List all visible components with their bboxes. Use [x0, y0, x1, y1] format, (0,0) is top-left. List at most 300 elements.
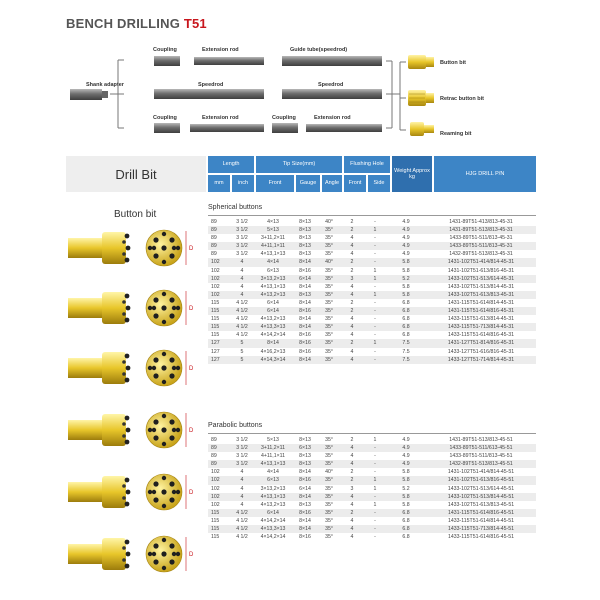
table-cell: 8×16 — [292, 509, 318, 517]
table-cell: 4 — [230, 267, 254, 275]
table-cell: 5 — [230, 339, 254, 347]
table-cell: 4 — [340, 525, 364, 533]
table-cell: 5.8 — [386, 283, 426, 291]
table-cell: 3 1/2 — [230, 436, 254, 444]
drill-bit-heading: Drill Bit — [66, 156, 206, 192]
button-bit-image — [66, 348, 206, 388]
label-extension-rod-3: Extension rod — [314, 115, 351, 121]
table-cell: - — [364, 468, 386, 476]
table-cell: 8×14 — [292, 299, 318, 307]
table-cell: 1433-89T51-511/613-45-51 — [426, 444, 536, 452]
table-cell: 1431-89T51-513/813-45-31 — [426, 226, 536, 234]
table-cell: 8×14 — [292, 315, 318, 323]
header-angle: Angle — [322, 175, 342, 192]
table-cell: 1433-89T51-511/813-45-31 — [426, 234, 536, 242]
table-cell: 102 — [208, 501, 230, 509]
table-row — [208, 275, 536, 283]
table-cell: 1433-102T51-513/814-45-51 — [426, 493, 536, 501]
table-cell: 8×14 — [292, 493, 318, 501]
table-cell: 8×14 — [292, 258, 318, 266]
label-button-bit: Button bit — [440, 60, 466, 66]
table-cell: 4 — [340, 315, 364, 323]
table-cell: 1 — [364, 485, 386, 493]
speedrod-shape-1 — [154, 89, 264, 99]
label-speedrod-2: Speedrod — [318, 82, 344, 88]
table-cell: 4×16,2×13 — [254, 348, 292, 356]
table-cell: 8×16 — [292, 339, 318, 347]
title-prefix: BENCH DRILLING — [66, 16, 184, 31]
table-cell: 3 — [340, 485, 364, 493]
table-cell: - — [364, 493, 386, 501]
table-cell: 89 — [208, 436, 230, 444]
table-cell: 8×14 — [292, 356, 318, 364]
table-cell: 4×13,3×13 — [254, 525, 292, 533]
table-cell: 4×13,1×13 — [254, 283, 292, 291]
table-cell: 6.8 — [386, 331, 426, 339]
table-cell: 35° — [318, 226, 340, 234]
table-cell: 5.2 — [386, 275, 426, 283]
table-cell: 35° — [318, 444, 340, 452]
table-cell: 4 — [340, 501, 364, 509]
table-cell: 1 — [364, 476, 386, 484]
table-row — [208, 517, 536, 525]
table-cell: 127 — [208, 339, 230, 347]
label-coupling-2: Coupling — [153, 115, 177, 121]
table-cell: 6.8 — [386, 533, 426, 541]
table-cell: 3 — [340, 275, 364, 283]
table-cell: 89 — [208, 444, 230, 452]
label-speedrod-1: Speedrod — [198, 82, 224, 88]
table-cell: 8×13 — [292, 436, 318, 444]
header-front: Front — [256, 175, 294, 192]
table-cell: 1433-115T51-713/814-45-51 — [426, 525, 536, 533]
table-cell: 4 1/2 — [230, 331, 254, 339]
table-cell: 115 — [208, 299, 230, 307]
table-cell: 4 — [340, 460, 364, 468]
table-row — [208, 234, 536, 242]
table-cell: - — [364, 258, 386, 266]
table-cell: 8×13 — [292, 234, 318, 242]
table-cell: 6.8 — [386, 315, 426, 323]
table-cell: 3 1/2 — [230, 218, 254, 226]
table-cell: 102 — [208, 267, 230, 275]
table-cell: 4 — [230, 275, 254, 283]
table-cell: 5 — [230, 348, 254, 356]
table-cell: 2 — [340, 299, 364, 307]
table-cell: 35° — [318, 275, 340, 283]
table-row — [208, 218, 536, 226]
table-cell: 35° — [318, 348, 340, 356]
table-cell: 35° — [318, 533, 340, 541]
table-cell: 102 — [208, 468, 230, 476]
table-cell: 4 — [340, 242, 364, 250]
table-cell: 4.9 — [386, 452, 426, 460]
table-cell: 102 — [208, 476, 230, 484]
label-coupling-3: Coupling — [272, 115, 296, 121]
button-bit-images — [60, 200, 210, 600]
button-bit-image — [66, 472, 206, 512]
table-cell: 1433-102T51-513/814-45-31 — [426, 283, 536, 291]
table-cell: 2 — [340, 476, 364, 484]
table-cell: 4 — [230, 476, 254, 484]
table-cell: 5.8 — [386, 493, 426, 501]
table-cell: 4 — [340, 444, 364, 452]
table-cell: - — [364, 218, 386, 226]
table-cell: 115 — [208, 533, 230, 541]
table-cell: 4.9 — [386, 460, 426, 468]
table-cell: 4.9 — [386, 242, 426, 250]
table-cell: 6×14 — [292, 275, 318, 283]
table-cell: 2 — [340, 307, 364, 315]
table-cell: - — [364, 323, 386, 331]
table-cell: 4×14,3×14 — [254, 356, 292, 364]
table-cell: 35° — [318, 307, 340, 315]
table-cell: 40° — [318, 468, 340, 476]
table-cell: 1433-89T51-511/813-45-31 — [426, 242, 536, 250]
table-cell: 1431-102T51-414/814-45-31 — [426, 258, 536, 266]
table-cell: 35° — [318, 356, 340, 364]
header-mm: mm — [208, 175, 230, 192]
table-cell: 1 — [364, 275, 386, 283]
table-cell: 35° — [318, 323, 340, 331]
table-cell: 1432-89T51-513/813-45-51 — [426, 460, 536, 468]
table-cell: 4 — [340, 234, 364, 242]
table-cell: 8×13 — [292, 291, 318, 299]
svg-text:D: D — [189, 246, 194, 252]
table-row — [208, 468, 536, 476]
table-cell: 35° — [318, 267, 340, 275]
table-cell: 5.8 — [386, 468, 426, 476]
table-cell: 4 1/2 — [230, 533, 254, 541]
svg-text:D: D — [189, 490, 194, 496]
table-cell: 1433-127T51-714/814-45-31 — [426, 356, 536, 364]
table-cell: 4 — [340, 331, 364, 339]
table-row — [208, 485, 536, 493]
table-cell: 1431-102T51-613/816-45-31 — [426, 267, 536, 275]
table-cell: 4×13,2×13 — [254, 501, 292, 509]
coupling-shape-3 — [272, 123, 298, 133]
table-cell: 89 — [208, 234, 230, 242]
spec-table-header — [66, 156, 536, 192]
table-cell: 4 — [340, 533, 364, 541]
table-cell: 35° — [318, 339, 340, 347]
table-cell: 102 — [208, 291, 230, 299]
coupling-shape-2 — [154, 123, 180, 133]
button-bit-image — [66, 228, 206, 268]
table-cell: 5.2 — [386, 485, 426, 493]
table-row — [208, 291, 536, 299]
table-cell: 5.8 — [386, 476, 426, 484]
table-cell: 1433-127T51-616/816-45-31 — [426, 348, 536, 356]
table-row — [208, 250, 536, 258]
table-cell: - — [364, 533, 386, 541]
table-cell: 4×13,1×13 — [254, 250, 292, 258]
table-cell: 35° — [318, 460, 340, 468]
table-cell: 1433-102T51-613/813-45-51 — [426, 501, 536, 509]
table-cell: 8×14 — [292, 468, 318, 476]
extension-rod-shape-2 — [190, 124, 264, 132]
table-cell: 4 — [340, 356, 364, 364]
table-cell: - — [364, 331, 386, 339]
guide-tube-shape — [282, 56, 382, 66]
table-row — [208, 315, 536, 323]
svg-text:D: D — [189, 552, 194, 558]
table-cell: 35° — [318, 436, 340, 444]
table-cell: 102 — [208, 258, 230, 266]
table-cell: 4.9 — [386, 218, 426, 226]
table-cell: 2 — [340, 267, 364, 275]
table-cell: 1433-115T51-713/814-45-31 — [426, 323, 536, 331]
table-cell: - — [364, 283, 386, 291]
header-flushing-hole: Flushing Hole — [344, 156, 390, 173]
table-row — [208, 533, 536, 541]
table-cell: 3×13,2×13 — [254, 275, 292, 283]
table-cell: 1431-89T51-513/813-45-51 — [426, 436, 536, 444]
table-cell: 4×14 — [254, 258, 292, 266]
table-cell: 5.8 — [386, 267, 426, 275]
extension-rod-shape-1 — [194, 57, 264, 65]
parabolic-title: Parabolic buttons — [208, 422, 263, 429]
table-cell: 1 — [364, 436, 386, 444]
header-flush-front: Front — [344, 175, 366, 192]
table-cell: 8×13 — [292, 242, 318, 250]
table-cell: 8×13 — [292, 452, 318, 460]
header-part-no: HJG DRILL P/N — [434, 156, 536, 192]
table-row — [208, 323, 536, 331]
table-row — [208, 348, 536, 356]
table-cell: - — [364, 234, 386, 242]
table-cell: 6.8 — [386, 525, 426, 533]
table-cell: 3×13,2×13 — [254, 485, 292, 493]
table-cell: 115 — [208, 331, 230, 339]
table-cell: 4 — [340, 291, 364, 299]
table-cell: 2 — [340, 509, 364, 517]
table-cell: 7.5 — [386, 348, 426, 356]
table-cell: - — [364, 299, 386, 307]
table-cell: - — [364, 509, 386, 517]
spherical-title: Spherical buttons — [208, 204, 263, 211]
label-shank-adapter: Shank adapter — [86, 82, 124, 88]
table-cell: 1433-89T51-511/813-45-51 — [426, 452, 536, 460]
table-cell: 8×13 — [292, 218, 318, 226]
table-cell: 5×13 — [254, 436, 292, 444]
table-cell: 1433-102T51-513/614-45-31 — [426, 275, 536, 283]
table-cell: 4 — [340, 517, 364, 525]
table-cell: 8×16 — [292, 307, 318, 315]
table-cell: 127 — [208, 356, 230, 364]
table-cell: 4 1/2 — [230, 525, 254, 533]
table-cell: 4 1/2 — [230, 509, 254, 517]
table-cell: 3+11,2×11 — [254, 444, 292, 452]
header-inch: inch — [232, 175, 254, 192]
table-cell: 35° — [318, 299, 340, 307]
table-cell: 4×14 — [254, 468, 292, 476]
table-cell: 6×13 — [254, 267, 292, 275]
label-coupling-1: Coupling — [153, 47, 177, 53]
label-extension-rod-2: Extension rod — [202, 115, 239, 121]
table-cell: 1 — [364, 339, 386, 347]
table-cell: 127 — [208, 348, 230, 356]
table-row — [208, 525, 536, 533]
header-gauge: Gauge — [296, 175, 320, 192]
svg-text:D: D — [189, 366, 194, 372]
table-cell: - — [364, 525, 386, 533]
table-cell: - — [364, 315, 386, 323]
svg-text:D: D — [189, 428, 194, 434]
table-cell: 35° — [318, 291, 340, 299]
table-cell: 4×14,2×14 — [254, 517, 292, 525]
label-retrac-button-bit: Retrac button bit — [440, 96, 484, 102]
table-cell: 115 — [208, 525, 230, 533]
table-cell: 5.8 — [386, 291, 426, 299]
table-cell: 8×16 — [292, 331, 318, 339]
header-length: Length — [208, 156, 254, 173]
table-cell: 35° — [318, 485, 340, 493]
table-cell: 3+11,2×11 — [254, 234, 292, 242]
table-cell: 89 — [208, 218, 230, 226]
table-cell: 3 1/2 — [230, 452, 254, 460]
table-cell: - — [364, 242, 386, 250]
table-cell: 1 — [364, 267, 386, 275]
reaming-bit-shape — [410, 122, 424, 136]
table-cell: 1432-89T51-513/813-45-31 — [426, 250, 536, 258]
table-cell: 4×13,2×13 — [254, 291, 292, 299]
table-cell: 4 — [340, 283, 364, 291]
table-cell: 6×13 — [292, 444, 318, 452]
parabolic-table — [208, 436, 536, 541]
table-cell: 4.9 — [386, 226, 426, 234]
table-cell: 4 — [340, 493, 364, 501]
table-cell: 1431-127T51-814/816-45-31 — [426, 339, 536, 347]
table-cell: 6.8 — [386, 323, 426, 331]
table-cell: 115 — [208, 517, 230, 525]
table-cell: 35° — [318, 234, 340, 242]
table-cell: 5×13 — [254, 226, 292, 234]
coupling-shape-1 — [154, 56, 180, 66]
shank-adapter-shape — [70, 89, 102, 100]
table-cell: 8×16 — [292, 533, 318, 541]
table-cell: 89 — [208, 452, 230, 460]
table-row — [208, 501, 536, 509]
table-cell: 89 — [208, 226, 230, 234]
table-cell: 35° — [318, 315, 340, 323]
table-cell: 5 — [230, 356, 254, 364]
table-cell: 35° — [318, 517, 340, 525]
table-cell: 3 1/2 — [230, 234, 254, 242]
table-cell: 8×14 — [292, 525, 318, 533]
table-row — [208, 267, 536, 275]
table-cell: 8×14 — [292, 323, 318, 331]
label-reaming-bit: Reaming bit — [440, 131, 472, 137]
table-cell: 1433-115T51-614/816-45-31 — [426, 331, 536, 339]
table-cell: 40° — [318, 218, 340, 226]
table-cell: 6.8 — [386, 299, 426, 307]
table-cell: 4 — [230, 258, 254, 266]
table-cell: 5.8 — [386, 258, 426, 266]
table-cell: 8×14 — [292, 283, 318, 291]
table-cell: 4 — [230, 283, 254, 291]
table-cell: - — [364, 460, 386, 468]
table-cell: 2 — [340, 468, 364, 476]
table-cell: 102 — [208, 485, 230, 493]
button-bit-image — [66, 288, 206, 328]
table-cell: 4 1/2 — [230, 299, 254, 307]
table-cell: 8×13 — [292, 250, 318, 258]
table-cell: 1431-102T51-414/814-45-51 — [426, 468, 536, 476]
table-cell: 4 — [230, 485, 254, 493]
label-guide-tube: Guide tube(speedrod) — [290, 47, 348, 53]
table-cell: 8×14 — [292, 517, 318, 525]
table-cell: 8×16 — [292, 348, 318, 356]
table-cell: 1433-115T51-614/816-45-51 — [426, 533, 536, 541]
table-cell: 4 — [340, 323, 364, 331]
table-cell: 7.5 — [386, 339, 426, 347]
table-cell: 7.5 — [386, 356, 426, 364]
table-cell: 6×13 — [254, 476, 292, 484]
table-row — [208, 356, 536, 364]
table-row — [208, 226, 536, 234]
table-row — [208, 460, 536, 468]
table-cell: 6×14 — [254, 307, 292, 315]
table-cell: 4 1/2 — [230, 307, 254, 315]
table-cell: 8×13 — [292, 460, 318, 468]
table-cell: 89 — [208, 242, 230, 250]
button-bit-image — [66, 534, 206, 574]
table-cell: 35° — [318, 331, 340, 339]
extension-rod-shape-3 — [306, 124, 382, 132]
table-cell: 4×13,1×13 — [254, 493, 292, 501]
table-row — [208, 493, 536, 501]
parabolic-rule — [208, 433, 536, 434]
table-cell: 1433-102T51-513/614-45-51 — [426, 485, 536, 493]
table-row — [208, 509, 536, 517]
drill-string-diagram — [60, 42, 540, 142]
table-cell: 2 — [340, 226, 364, 234]
table-cell: 1433-115T51-614/814-45-51 — [426, 517, 536, 525]
table-cell: 4 — [340, 250, 364, 258]
table-cell: 4×13,1×13 — [254, 460, 292, 468]
table-cell: 8×13 — [292, 226, 318, 234]
table-cell: 1 — [364, 291, 386, 299]
table-row — [208, 436, 536, 444]
button-bit-image — [66, 410, 206, 450]
table-cell: 4 — [340, 348, 364, 356]
svg-text:D: D — [189, 306, 194, 312]
speedrod-shape-2 — [282, 89, 382, 99]
table-cell: 1 — [364, 226, 386, 234]
table-cell: 35° — [318, 452, 340, 460]
table-cell: 6.8 — [386, 509, 426, 517]
table-row — [208, 299, 536, 307]
table-cell: 35° — [318, 242, 340, 250]
table-cell: 2 — [340, 258, 364, 266]
table-cell: 35° — [318, 501, 340, 509]
table-cell: 35° — [318, 509, 340, 517]
table-cell: 115 — [208, 323, 230, 331]
table-cell: 4×14,2×14 — [254, 331, 292, 339]
table-cell: 6.8 — [386, 517, 426, 525]
table-cell: 115 — [208, 509, 230, 517]
table-cell: 2 — [340, 218, 364, 226]
table-cell: 8×13 — [292, 501, 318, 509]
header-weight: Weight Approx kg — [392, 156, 432, 192]
table-cell: 4 — [340, 452, 364, 460]
table-row — [208, 339, 536, 347]
table-cell: 4×13,2×13 — [254, 315, 292, 323]
table-cell: 3 1/2 — [230, 460, 254, 468]
table-cell: - — [364, 307, 386, 315]
table-cell: 1431-115T51-614/816-45-51 — [426, 509, 536, 517]
